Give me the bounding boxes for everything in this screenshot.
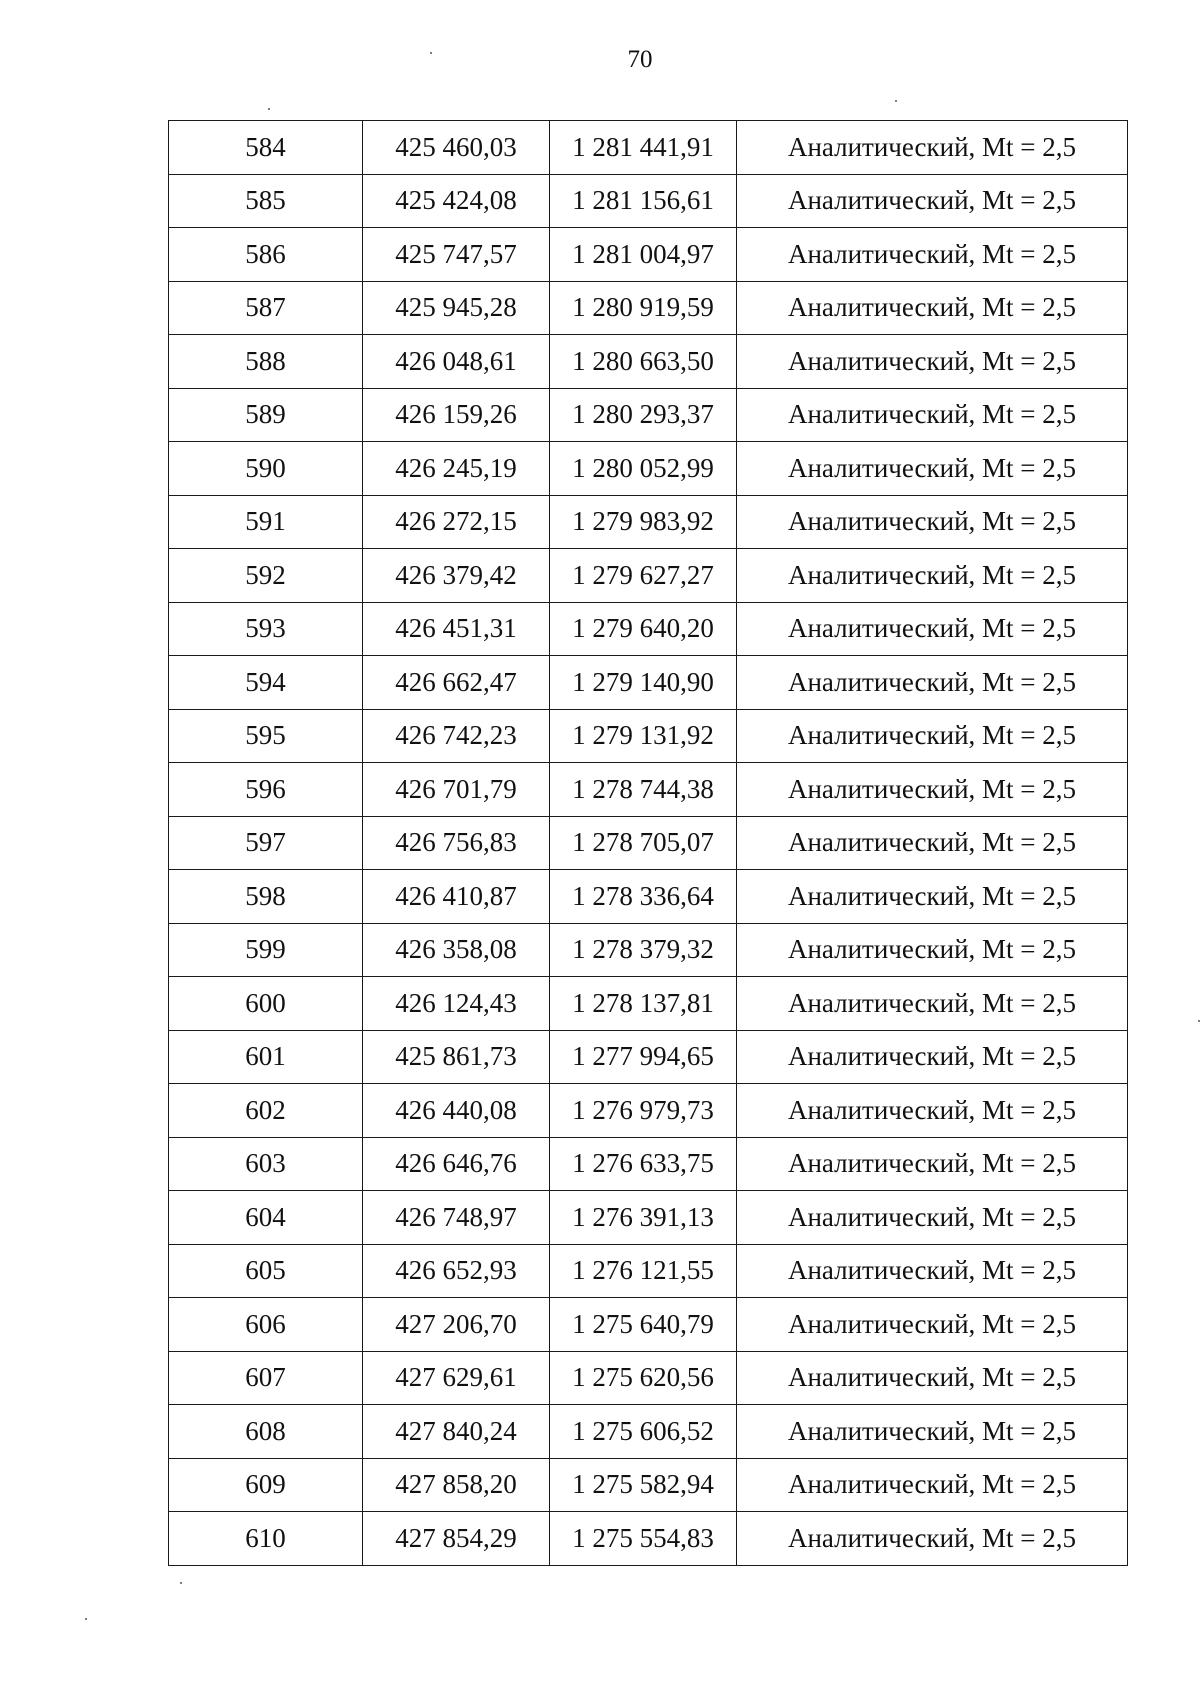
x-coordinate-cell: 426 159,26 <box>363 388 550 442</box>
point-number-cell: 587 <box>169 281 363 335</box>
point-number-cell: 605 <box>169 1244 363 1298</box>
x-coordinate-cell: 427 840,24 <box>363 1405 550 1459</box>
y-coordinate-cell: 1 275 582,94 <box>550 1458 737 1512</box>
point-number-cell: 608 <box>169 1405 363 1459</box>
point-number-cell: 585 <box>169 174 363 228</box>
y-coordinate-cell: 1 278 705,07 <box>550 816 737 870</box>
x-coordinate-cell: 425 460,03 <box>363 121 550 175</box>
table-row <box>169 388 1128 442</box>
scan-speck <box>180 1582 182 1584</box>
y-coordinate-cell: 1 278 336,64 <box>550 870 737 924</box>
method-cell: Аналитический, Mt = 2,5 <box>737 1298 1128 1352</box>
y-coordinate-cell: 1 278 137,81 <box>550 977 737 1031</box>
scan-speck <box>895 100 897 102</box>
x-coordinate-cell: 425 945,28 <box>363 281 550 335</box>
y-coordinate-cell: 1 277 994,65 <box>550 1030 737 1084</box>
table-row <box>169 816 1128 870</box>
y-coordinate-cell: 1 275 554,83 <box>550 1512 737 1566</box>
y-coordinate-cell: 1 280 663,50 <box>550 335 737 389</box>
y-coordinate-cell: 1 278 744,38 <box>550 763 737 817</box>
x-coordinate-cell: 426 646,76 <box>363 1137 550 1191</box>
point-number-cell: 597 <box>169 816 363 870</box>
method-cell: Аналитический, Mt = 2,5 <box>737 1084 1128 1138</box>
table-row <box>169 923 1128 977</box>
point-number-cell: 602 <box>169 1084 363 1138</box>
x-coordinate-cell: 427 206,70 <box>363 1298 550 1352</box>
y-coordinate-cell: 1 278 379,32 <box>550 923 737 977</box>
x-coordinate-cell: 426 048,61 <box>363 335 550 389</box>
method-cell: Аналитический, Mt = 2,5 <box>737 1030 1128 1084</box>
method-cell: Аналитический, Mt = 2,5 <box>737 656 1128 710</box>
scan-speck <box>430 52 432 54</box>
table-row <box>169 1244 1128 1298</box>
table-row <box>169 1030 1128 1084</box>
point-number-cell: 593 <box>169 602 363 656</box>
table-row <box>169 495 1128 549</box>
method-cell: Аналитический, Mt = 2,5 <box>737 1512 1128 1566</box>
y-coordinate-cell: 1 276 121,55 <box>550 1244 737 1298</box>
point-number-cell: 590 <box>169 442 363 496</box>
x-coordinate-cell: 427 629,61 <box>363 1351 550 1405</box>
point-number-cell: 595 <box>169 709 363 763</box>
x-coordinate-cell: 426 124,43 <box>363 977 550 1031</box>
table-row <box>169 1351 1128 1405</box>
x-coordinate-cell: 425 747,57 <box>363 228 550 282</box>
method-cell: Аналитический, Mt = 2,5 <box>737 870 1128 924</box>
point-number-cell: 610 <box>169 1512 363 1566</box>
table-row <box>169 656 1128 710</box>
method-cell: Аналитический, Mt = 2,5 <box>737 1191 1128 1245</box>
point-number-cell: 604 <box>169 1191 363 1245</box>
point-number-cell: 594 <box>169 656 363 710</box>
y-coordinate-cell: 1 276 633,75 <box>550 1137 737 1191</box>
table-row <box>169 281 1128 335</box>
method-cell: Аналитический, Mt = 2,5 <box>737 977 1128 1031</box>
method-cell: Аналитический, Mt = 2,5 <box>737 1458 1128 1512</box>
coordinates-table <box>168 120 1128 1566</box>
table-row <box>169 763 1128 817</box>
method-cell: Аналитический, Mt = 2,5 <box>737 1244 1128 1298</box>
method-cell: Аналитический, Mt = 2,5 <box>737 1137 1128 1191</box>
table-row <box>169 1298 1128 1352</box>
x-coordinate-cell: 427 858,20 <box>363 1458 550 1512</box>
point-number-cell: 596 <box>169 763 363 817</box>
point-number-cell: 601 <box>169 1030 363 1084</box>
page-number: 70 <box>627 46 653 73</box>
y-coordinate-cell: 1 276 979,73 <box>550 1084 737 1138</box>
y-coordinate-cell: 1 281 156,61 <box>550 174 737 228</box>
table-row <box>169 1458 1128 1512</box>
table-row <box>169 1084 1128 1138</box>
y-coordinate-cell: 1 275 606,52 <box>550 1405 737 1459</box>
table-row <box>169 602 1128 656</box>
method-cell: Аналитический, Mt = 2,5 <box>737 281 1128 335</box>
table-row <box>169 1137 1128 1191</box>
method-cell: Аналитический, Mt = 2,5 <box>737 388 1128 442</box>
scan-speck <box>85 1618 87 1620</box>
method-cell: Аналитический, Mt = 2,5 <box>737 816 1128 870</box>
x-coordinate-cell: 426 440,08 <box>363 1084 550 1138</box>
method-cell: Аналитический, Mt = 2,5 <box>737 228 1128 282</box>
x-coordinate-cell: 426 701,79 <box>363 763 550 817</box>
x-coordinate-cell: 426 662,47 <box>363 656 550 710</box>
y-coordinate-cell: 1 280 919,59 <box>550 281 737 335</box>
table-row <box>169 1405 1128 1459</box>
table-row <box>169 228 1128 282</box>
table-row <box>169 709 1128 763</box>
table-row <box>169 977 1128 1031</box>
table-row <box>169 121 1128 175</box>
x-coordinate-cell: 426 245,19 <box>363 442 550 496</box>
method-cell: Аналитический, Mt = 2,5 <box>737 1405 1128 1459</box>
x-coordinate-cell: 425 861,73 <box>363 1030 550 1084</box>
table-row <box>169 549 1128 603</box>
point-number-cell: 603 <box>169 1137 363 1191</box>
y-coordinate-cell: 1 275 640,79 <box>550 1298 737 1352</box>
method-cell: Аналитический, Mt = 2,5 <box>737 174 1128 228</box>
method-cell: Аналитический, Mt = 2,5 <box>737 923 1128 977</box>
point-number-cell: 599 <box>169 923 363 977</box>
y-coordinate-cell: 1 281 004,97 <box>550 228 737 282</box>
point-number-cell: 591 <box>169 495 363 549</box>
point-number-cell: 588 <box>169 335 363 389</box>
table-row <box>169 442 1128 496</box>
point-number-cell: 609 <box>169 1458 363 1512</box>
y-coordinate-cell: 1 281 441,91 <box>550 121 737 175</box>
table-row <box>169 1191 1128 1245</box>
table-row <box>169 335 1128 389</box>
point-number-cell: 586 <box>169 228 363 282</box>
y-coordinate-cell: 1 280 293,37 <box>550 388 737 442</box>
x-coordinate-cell: 425 424,08 <box>363 174 550 228</box>
y-coordinate-cell: 1 279 640,20 <box>550 602 737 656</box>
x-coordinate-cell: 426 410,87 <box>363 870 550 924</box>
x-coordinate-cell: 426 756,83 <box>363 816 550 870</box>
method-cell: Аналитический, Mt = 2,5 <box>737 602 1128 656</box>
x-coordinate-cell: 426 379,42 <box>363 549 550 603</box>
method-cell: Аналитический, Mt = 2,5 <box>737 763 1128 817</box>
table-row <box>169 174 1128 228</box>
point-number-cell: 600 <box>169 977 363 1031</box>
x-coordinate-cell: 427 854,29 <box>363 1512 550 1566</box>
x-coordinate-cell: 426 451,31 <box>363 602 550 656</box>
point-number-cell: 607 <box>169 1351 363 1405</box>
table-row <box>169 870 1128 924</box>
method-cell: Аналитический, Mt = 2,5 <box>737 495 1128 549</box>
y-coordinate-cell: 1 279 983,92 <box>550 495 737 549</box>
y-coordinate-cell: 1 279 627,27 <box>550 549 737 603</box>
point-number-cell: 589 <box>169 388 363 442</box>
coordinates-table-body <box>169 121 1128 1566</box>
point-number-cell: 584 <box>169 121 363 175</box>
x-coordinate-cell: 426 748,97 <box>363 1191 550 1245</box>
x-coordinate-cell: 426 742,23 <box>363 709 550 763</box>
method-cell: Аналитический, Mt = 2,5 <box>737 1351 1128 1405</box>
table-row <box>169 1512 1128 1566</box>
point-number-cell: 592 <box>169 549 363 603</box>
method-cell: Аналитический, Mt = 2,5 <box>737 709 1128 763</box>
point-number-cell: 598 <box>169 870 363 924</box>
x-coordinate-cell: 426 358,08 <box>363 923 550 977</box>
x-coordinate-cell: 426 652,93 <box>363 1244 550 1298</box>
scan-speck <box>268 108 270 110</box>
y-coordinate-cell: 1 279 140,90 <box>550 656 737 710</box>
y-coordinate-cell: 1 279 131,92 <box>550 709 737 763</box>
method-cell: Аналитический, Mt = 2,5 <box>737 549 1128 603</box>
method-cell: Аналитический, Mt = 2,5 <box>737 335 1128 389</box>
x-coordinate-cell: 426 272,15 <box>363 495 550 549</box>
y-coordinate-cell: 1 280 052,99 <box>550 442 737 496</box>
point-number-cell: 606 <box>169 1298 363 1352</box>
y-coordinate-cell: 1 276 391,13 <box>550 1191 737 1245</box>
method-cell: Аналитический, Mt = 2,5 <box>737 121 1128 175</box>
y-coordinate-cell: 1 275 620,56 <box>550 1351 737 1405</box>
method-cell: Аналитический, Mt = 2,5 <box>737 442 1128 496</box>
